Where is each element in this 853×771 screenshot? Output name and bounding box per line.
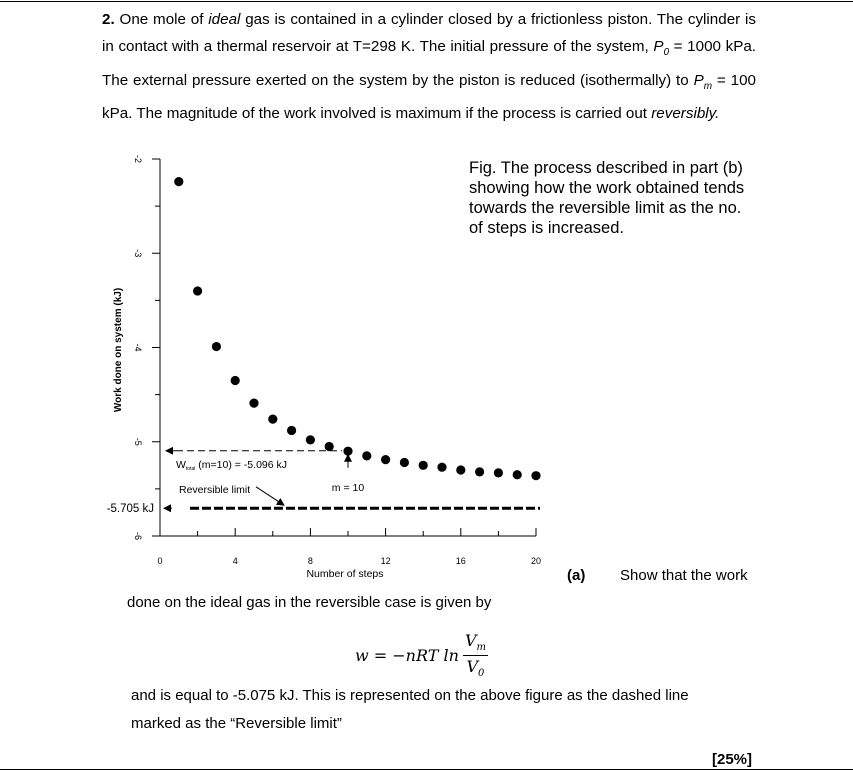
reversibly-italic: reversibly. <box>651 104 720 122</box>
data-point <box>249 399 258 408</box>
part-a-text-second <box>127 594 491 611</box>
data-point <box>174 177 183 186</box>
equation-lhs: w = −nRT ln <box>355 645 459 665</box>
x-tick-label: 0 <box>157 556 163 566</box>
y-tick-label: -2 <box>133 154 143 164</box>
figure-caption: Fig. The process described in part (b) showing how the work obtained tends towards the reversible limit as the no. of steps is increased. <box>469 159 745 237</box>
data-point <box>381 455 390 464</box>
data-point <box>531 471 540 480</box>
wtotal-rest: (m=10) = -5.096 kJ <box>195 458 287 471</box>
equation-numerator <box>463 631 488 655</box>
data-point <box>437 463 446 472</box>
data-point <box>268 415 277 424</box>
p0-symbol: P <box>653 38 664 56</box>
problem-text-2: gas is contained in a cylinder closed by a frictionless piston. The cylinder is in contact with a thermal reservoir at T=298 K. The initial pressure of the system, <box>102 11 757 56</box>
reversible-label: Reversible limit <box>179 483 251 496</box>
y-tick-label: -6 <box>133 531 143 541</box>
data-point <box>494 468 503 477</box>
wtotal-w: W <box>176 458 186 471</box>
x-axis-label: Number of steps <box>306 568 384 580</box>
numerator-v: V <box>464 631 477 651</box>
p0-subscript: 0 <box>663 47 670 59</box>
part-a-text-fourth: marked as the “Reversible limit” <box>131 715 342 732</box>
equation-fraction <box>463 631 488 678</box>
data-point <box>513 470 522 479</box>
part-a-text-third: and is equal to -5.075 kJ. This is represented on the above figure as the dashed line <box>131 687 689 704</box>
wtotal-label <box>176 459 287 472</box>
y-axis-label: Work done on system (kJ) <box>113 287 124 413</box>
wtotal-subscript: total <box>185 465 196 472</box>
problem-text-4: = 100 kPa. The magnitude of the work involved is maximum if the process is carried out <box>102 71 756 122</box>
reversible-pointer-arrow <box>256 487 284 505</box>
data-point <box>287 426 296 435</box>
data-point <box>400 458 409 467</box>
pm-symbol: P <box>693 71 704 89</box>
y-tick-label: -3 <box>133 249 143 258</box>
part-a-text-second-span: done on the ideal gas in the reversible case is given by <box>127 594 492 611</box>
data-point <box>343 447 352 456</box>
x-tick-label: 4 <box>232 556 238 566</box>
problem-text-1: One mole of <box>114 11 209 28</box>
data-point <box>456 465 465 474</box>
denominator-v: V <box>466 656 479 676</box>
equation-denominator <box>466 656 484 679</box>
x-tick-label: 16 <box>455 556 466 566</box>
y-tick-label: -5 <box>133 437 143 446</box>
x-tick-label: 12 <box>380 556 391 566</box>
data-point <box>212 342 221 351</box>
y-tick-label: -4 <box>133 343 143 352</box>
x-tick-label: 20 <box>530 556 542 566</box>
data-point <box>231 376 240 385</box>
work-equation <box>355 630 488 680</box>
bottom-rule <box>0 769 853 770</box>
marks-weight: [25%] <box>712 751 753 768</box>
problem-text-3: = 1000 kPa. The external pressure exerted on the system by the piston is reduced (isothermally) to <box>102 38 756 89</box>
ideal-italic: ideal <box>208 11 241 28</box>
chart-annotations <box>107 451 540 515</box>
pm-subscript: m <box>703 80 713 92</box>
denominator-sub: 0 <box>478 667 485 679</box>
data-point <box>475 467 484 476</box>
m-label: m = 10 <box>331 481 365 494</box>
data-point <box>362 451 371 460</box>
part-a-text-first: Show that the work <box>620 567 748 584</box>
data-point <box>419 461 428 470</box>
problem-number: 2. <box>102 11 115 28</box>
reversible-limit-value-label: -5.705 kJ <box>106 503 154 516</box>
data-point <box>325 442 334 451</box>
data-point <box>306 435 315 444</box>
data-point <box>193 286 202 295</box>
part-a-label: (a) <box>567 567 586 584</box>
numerator-sub: m <box>476 642 486 654</box>
x-tick-label: 8 <box>307 556 313 566</box>
